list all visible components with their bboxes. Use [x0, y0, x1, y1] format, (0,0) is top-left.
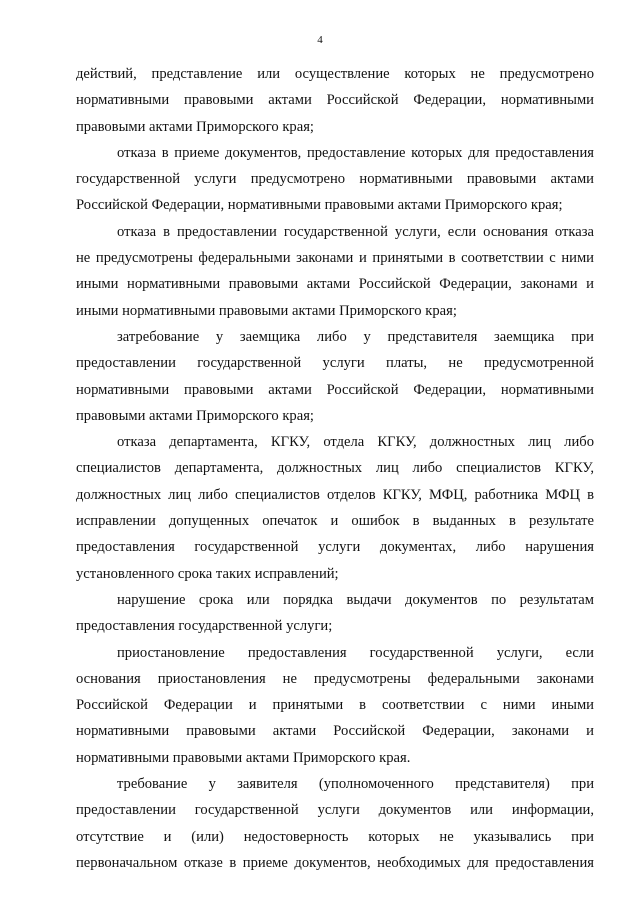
paragraph-first-line: нарушение срока или порядка выдачи документов по результатам: [117, 591, 594, 608]
text-line: предоставления государственной услуги;: [76, 618, 333, 635]
paragraph-first-line: отказа в предоставлении государственной услуги, если основания отказа: [117, 223, 594, 240]
text-line: Российской Федерации, нормативными правовыми актами Приморского края;: [76, 197, 563, 214]
text-line: иными нормативными правовыми актами Российской Федерации, законами и: [76, 276, 594, 293]
text-line: правовыми актами Приморского края;: [76, 118, 314, 135]
text-line: государственной услуги предусмотрено нормативными правовыми актами: [76, 171, 594, 188]
text-line: не предусмотрены федеральными законами и принятыми в соответствии с ними: [76, 250, 594, 267]
text-line: должностных лиц либо специалистов отделов КГКУ, МФЦ, работника МФЦ в: [76, 486, 594, 503]
text-line: первоначальном отказе в приеме документов, необходимых для предоставления: [76, 854, 594, 871]
text-line: нормативными правовыми актами Российской Федерации, законами и: [76, 723, 594, 740]
text-line: нормативными правовыми актами Приморского края.: [76, 749, 411, 766]
paragraph-first-line: приостановление предоставления государственной услуги, если: [117, 644, 594, 661]
text-line: правовыми актами Приморского края;: [76, 407, 314, 424]
text-line: специалистов департамента, должностных лиц либо специалистов КГКУ,: [76, 460, 594, 477]
text-line: отсутствие и (или) недостоверность которых не указывались при: [76, 828, 594, 845]
text-line: основания приостановления не предусмотрены федеральными законами: [76, 670, 594, 687]
text-line: нормативными правовыми актами Российской Федерации, нормативными: [76, 381, 594, 398]
text-line: иными нормативными правовыми актами Приморского края;: [76, 302, 457, 319]
text-line: установленного срока таких исправлений;: [76, 565, 339, 582]
text-line: Российской Федерации и принятыми в соответствии с ними иными: [76, 697, 594, 714]
paragraph-first-line: отказа департамента, КГКУ, отдела КГКУ, должностных лиц либо: [117, 434, 594, 451]
paragraph-first-line: отказа в приеме документов, предоставление которых для предоставления: [117, 144, 594, 161]
text-line: предоставлении государственной услуги документов или информации,: [76, 802, 594, 819]
text-line: действий, представление или осуществление которых не предусмотрено: [76, 66, 594, 82]
text-line: нормативными правовыми актами Российской Федерации, нормативными: [76, 92, 594, 109]
document-body: [76, 61, 594, 876]
text-line: исправлении допущенных опечаток и ошибок в выданных в результате: [76, 513, 594, 530]
paragraph-first-line: требование у заявителя (уполномоченного представителя) при: [117, 776, 594, 793]
paragraph-first-line: затребование у заемщика либо у представителя заемщика при: [117, 328, 594, 345]
page-number: 4: [317, 34, 323, 46]
text-line: предоставлении государственной услуги платы, не предусмотренной: [76, 355, 594, 372]
text-line: предоставления государственной услуги документах, либо нарушения: [76, 539, 594, 556]
